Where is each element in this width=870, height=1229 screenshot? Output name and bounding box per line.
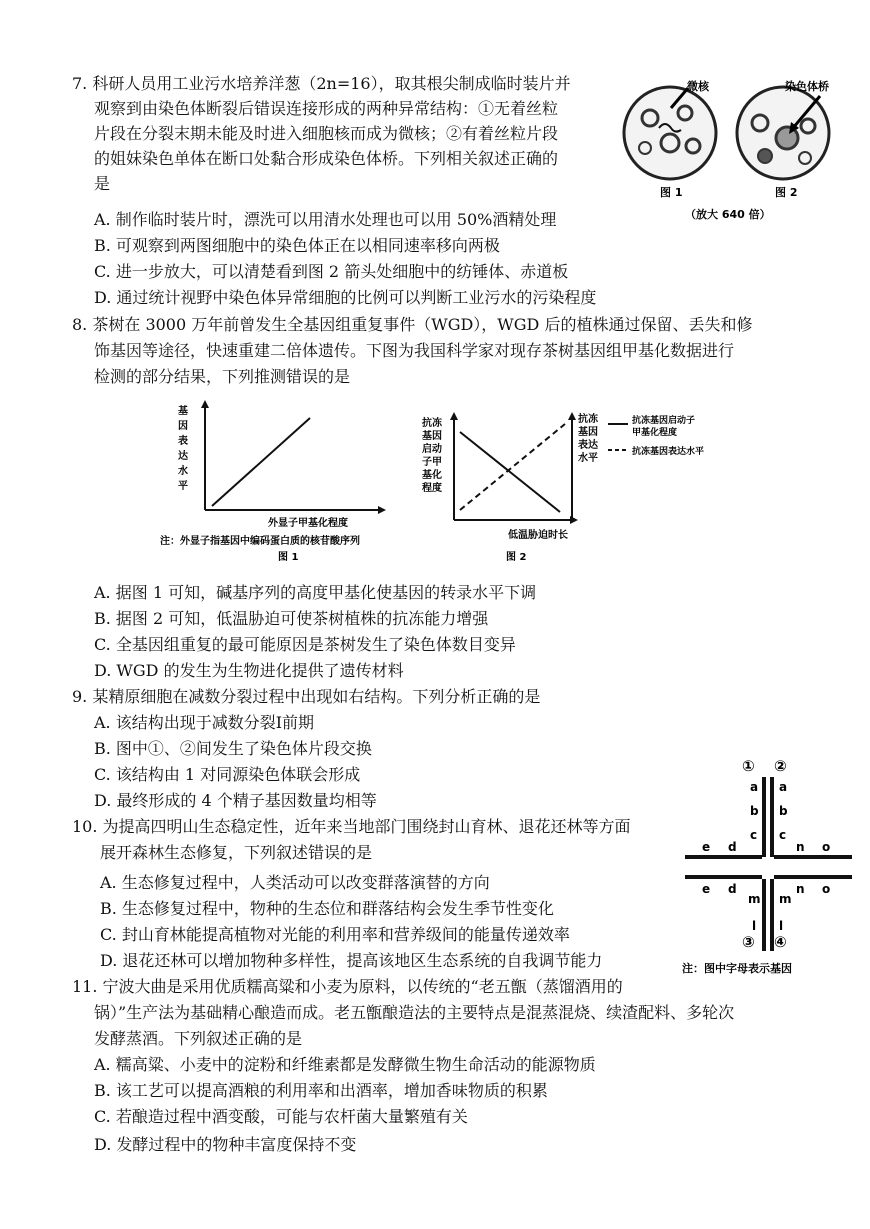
svg-text:c: c bbox=[750, 828, 758, 842]
fig2-legend bbox=[608, 414, 704, 457]
fig1-note: 注：外显子指基因中编码蛋白质的核苷酸序列 bbox=[160, 536, 360, 547]
svg-text:因: 因 bbox=[178, 421, 188, 432]
svg-text:甲基化程度: 甲基化程度 bbox=[632, 428, 678, 438]
q10-option-c: C. 封山育林能提高植物对光能的利用率和营养级间的能量传递效率 bbox=[100, 925, 570, 944]
q7-option-c: C. 进一步放大，可以清楚看到图 2 箭头处细胞中的纺锤体、赤道板 bbox=[94, 262, 569, 281]
q11-option-c: C. 若酿造过程中酒变酸，可能与农杆菌大量繁殖有关 bbox=[94, 1107, 468, 1126]
q9-option-c: C. 该结构由 1 对同源染色体联会形成 bbox=[94, 765, 361, 784]
svg-text:子甲: 子甲 bbox=[422, 457, 442, 468]
q7-stem-line-4: 的姐妹染色单体在断口处黏合形成染色体桥。下列相关叙述正确的 bbox=[94, 149, 559, 168]
micronucleus-label: 微核 bbox=[687, 80, 709, 93]
magnification-note: （放大 640 倍） bbox=[685, 208, 771, 221]
q10-stem-line-1: 10. 为提高四明山生态稳定性，近年来当地部门围绕封山育林、退花还林等方面 bbox=[72, 817, 631, 836]
q7-micrograph-figure bbox=[615, 78, 855, 228]
q10-option-b: B. 生态修复过程中，物种的生态位和群落结构会发生季节性变化 bbox=[100, 899, 554, 918]
svg-text:启动: 启动 bbox=[422, 444, 442, 455]
svg-text:l: l bbox=[779, 919, 784, 933]
q7-stem-line-5: 是 bbox=[94, 174, 111, 193]
svg-text:水: 水 bbox=[178, 466, 188, 477]
micrograph-1 bbox=[624, 87, 716, 179]
svg-text:a: a bbox=[779, 780, 788, 794]
svg-text:平: 平 bbox=[178, 481, 188, 492]
q7-option-a: A. 制作临时装片时，漂洗可以用清水处理也可以用 50%酒精处理 bbox=[94, 210, 557, 229]
svg-text:o: o bbox=[822, 882, 831, 896]
q9-cross-structure-figure bbox=[680, 755, 860, 980]
svg-text:程度: 程度 bbox=[422, 483, 442, 494]
q9-option-d: D. 最终形成的 4 个精子基因数量均相等 bbox=[94, 791, 377, 810]
q7-stem-line-2: 观察到由染色体断裂后错误连接形成的两种异常结构：①无着丝粒 bbox=[94, 99, 559, 118]
svg-text:m: m bbox=[779, 892, 792, 906]
svg-text:基因: 基因 bbox=[578, 427, 598, 438]
q7-stem-line-3: 片段在分裂末期未能及时进入细胞核而成为微核；②有着丝粒片段 bbox=[94, 124, 559, 143]
svg-text:基化: 基化 bbox=[422, 470, 442, 481]
fig1-caption: 图 1 bbox=[278, 552, 299, 563]
svg-text:n: n bbox=[796, 882, 805, 896]
q11-option-b: B. 该工艺可以提高酒粮的利用率和出酒率，增加香味物质的积累 bbox=[94, 1081, 548, 1100]
svg-text:抗冻基因表达水平: 抗冻基因表达水平 bbox=[632, 447, 705, 457]
fig2-caption: 图 2 bbox=[506, 552, 527, 563]
svg-text:o: o bbox=[822, 840, 831, 854]
svg-text:b: b bbox=[750, 804, 759, 818]
q8-option-d: D. WGD 的发生为生物进化提供了遗传材料 bbox=[94, 661, 404, 680]
svg-text:表: 表 bbox=[178, 436, 188, 447]
q9-option-a: A. 该结构出现于减数分裂Ⅰ前期 bbox=[94, 713, 315, 732]
q8-option-b: B. 据图 2 可知，低温胁迫可使茶树植株的抗冻能力增强 bbox=[94, 609, 489, 628]
svg-text:达: 达 bbox=[178, 451, 188, 462]
q11-stem-line-1: 11. 宁波大曲是采用优质糯高粱和小麦为原料，以传统的“老五甑（蒸馏酒用的 bbox=[72, 977, 623, 996]
q8-option-a: A. 据图 1 可知，碱基序列的高度甲基化使基因的转录水平下调 bbox=[94, 583, 537, 602]
svg-text:a: a bbox=[750, 780, 759, 794]
q11-stem-line-3: 发酵蒸酒。下列叙述正确的是 bbox=[94, 1029, 303, 1048]
q8-option-c: C. 全基因组重复的最可能原因是茶树发生了染色体数目变异 bbox=[94, 635, 516, 654]
q7-option-d: D. 通过统计视野中染色体异常细胞的比例可以判断工业污水的污染程度 bbox=[94, 288, 597, 307]
fig2-x-axis-label: 低温胁迫时长 bbox=[508, 530, 568, 541]
svg-text:抗冻: 抗冻 bbox=[422, 418, 442, 429]
svg-text:水平: 水平 bbox=[578, 453, 598, 464]
svg-text:表达: 表达 bbox=[578, 440, 598, 451]
label-4: ④ bbox=[774, 933, 787, 951]
fig2-methylation-line bbox=[460, 432, 560, 512]
q8-fig1-chart bbox=[150, 398, 400, 573]
q8-fig2-chart bbox=[420, 410, 720, 575]
q9-stem-line-1: 9. 某精原细胞在减数分裂过程中出现如右结构。下列分析正确的是 bbox=[72, 687, 541, 706]
q8-stem-line-3: 检测的部分结果，下列推测错误的是 bbox=[94, 367, 351, 386]
fig1-y-axis-label bbox=[178, 404, 188, 492]
q11-option-d: D. 发酵过程中的物种丰富度保持不变 bbox=[94, 1135, 357, 1154]
svg-text:e: e bbox=[702, 882, 711, 896]
chromosome-bridge-label: 染色体桥 bbox=[785, 80, 829, 93]
fig1-caption: 图 1 bbox=[660, 186, 683, 199]
q9-option-b: B. 图中①、②间发生了染色体片段交换 bbox=[94, 739, 372, 758]
q8-stem-line-1: 8. 茶树在 3000 万年前曾发生全基因组重复事件（WGD），WGD 后的植株通过保留、丢失和修 bbox=[72, 315, 753, 334]
svg-text:基因: 基因 bbox=[422, 431, 442, 442]
q11-option-a: A. 糯高粱、小麦中的淀粉和纤维素都是发酵微生物生命活动的能源物质 bbox=[94, 1055, 596, 1074]
label-3: ③ bbox=[742, 933, 755, 951]
svg-text:d: d bbox=[728, 840, 737, 854]
fig1-x-axis-label: 外显子甲基化程度 bbox=[268, 518, 348, 529]
q7-stem-line-1: 7. 科研人员用工业污水培养洋葱（2n=16），取其根尖制成临时装片并 bbox=[72, 74, 571, 93]
q10-option-a: A. 生态修复过程中，人类活动可以改变群落演替的方向 bbox=[100, 873, 490, 892]
svg-text:m: m bbox=[748, 892, 761, 906]
micrograph-2 bbox=[737, 87, 829, 179]
q8-stem-line-2: 饰基因等途径，快速重建二倍体遗传。下图为我国科学家对现存茶树基因组甲基化数据进行 bbox=[94, 341, 735, 360]
svg-text:l: l bbox=[752, 919, 757, 933]
svg-text:基: 基 bbox=[178, 406, 188, 417]
fig2-left-y-label bbox=[422, 416, 443, 494]
q7-option-b: B. 可观察到两图细胞中的染色体正在以相同速率移向两极 bbox=[94, 236, 500, 255]
q9-figure-note: 注：图中字母表示基因 bbox=[682, 962, 792, 975]
label-1: ① bbox=[742, 757, 755, 775]
svg-text:抗冻基因启动子: 抗冻基因启动子 bbox=[632, 416, 696, 426]
fig2-caption: 图 2 bbox=[775, 186, 798, 199]
fig1-trend-line bbox=[212, 418, 310, 506]
q10-stem-line-2: 展开森林生态修复，下列叙述错误的是 bbox=[100, 843, 373, 862]
fig2-expression-line bbox=[460, 424, 565, 510]
q10-option-d: D. 退花还林可以增加物种多样性，提高该地区生态系统的自我调节能力 bbox=[100, 951, 603, 970]
fig2-right-y-label bbox=[578, 412, 599, 464]
svg-text:抗冻: 抗冻 bbox=[578, 414, 598, 425]
svg-text:b: b bbox=[779, 804, 788, 818]
svg-text:d: d bbox=[728, 882, 737, 896]
q11-stem-line-2: 锅）”生产法为基础精心酿造而成。老五甑酿造法的主要特点是混蒸混烧、续渣配料、多轮次 bbox=[94, 1003, 735, 1022]
svg-text:c: c bbox=[779, 828, 787, 842]
svg-text:n: n bbox=[796, 840, 805, 854]
svg-text:e: e bbox=[702, 840, 711, 854]
label-2: ② bbox=[774, 757, 787, 775]
